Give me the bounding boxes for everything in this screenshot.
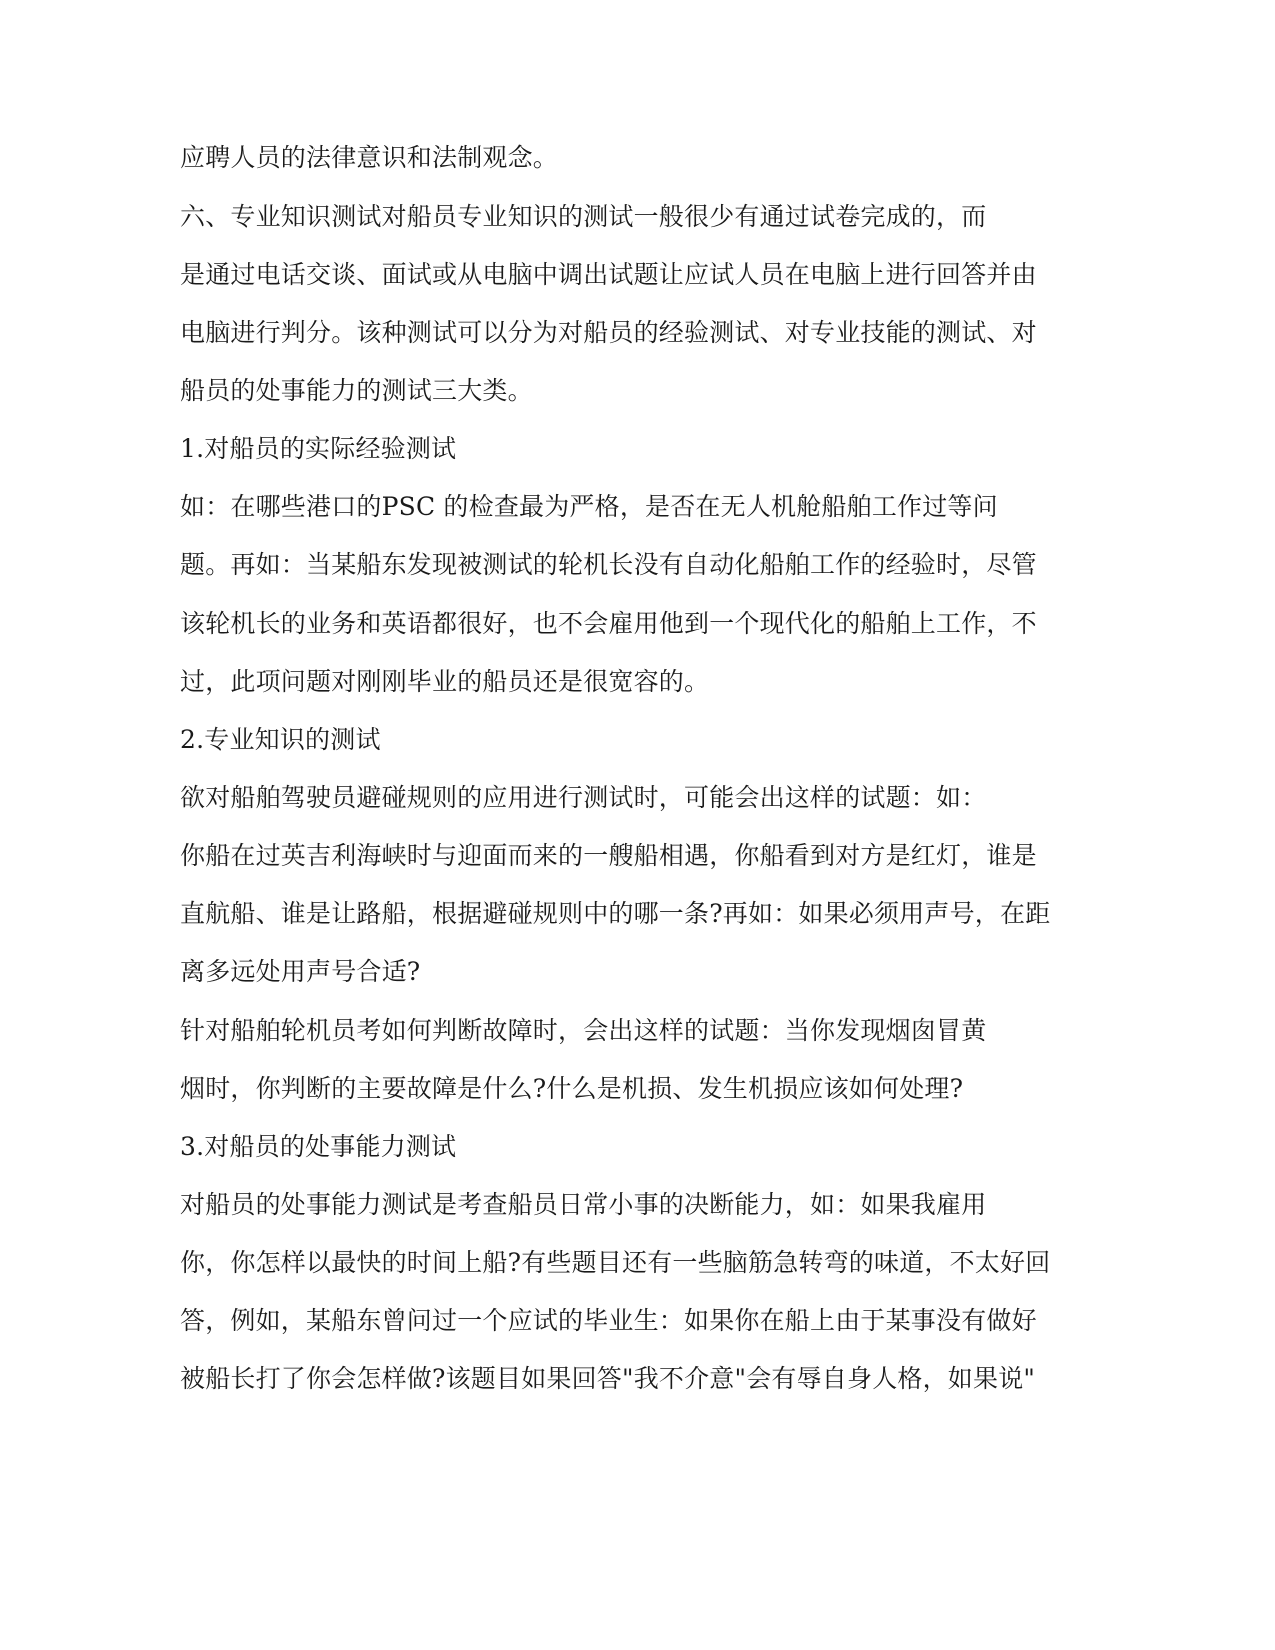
text-line: 过，此项问题对刚刚毕业的船员还是很宽容的。 bbox=[180, 667, 710, 696]
text-line: 是通过电话交谈、面试或从电脑中调出试题让应试人员在电脑上进行回答并由 bbox=[180, 260, 1037, 289]
text-line: 欲对船舶驾驶员避碰规则的应用进行测试时，可能会出这样的试题：如： bbox=[180, 783, 987, 812]
text-line: 该轮机长的业务和英语都很好，也不会雇用他到一个现代化的船舶上工作，不 bbox=[180, 609, 1037, 638]
text-line: 对船员的处事能力测试是考查船员日常小事的决断能力，如：如果我雇用 bbox=[180, 1190, 987, 1219]
text-line: 离多远处用声号合适? bbox=[180, 957, 421, 986]
text-line: 题。再如：当某船东发现被测试的轮机长没有自动化船舶工作的经验时，尽管 bbox=[180, 550, 1037, 579]
text-line: 六、专业知识测试对船员专业知识的测试一般很少有通过试卷完成的，而 bbox=[180, 202, 987, 231]
text-line: 直航船、谁是让路船，根据避碰规则中的哪一条?再如：如果必须用声号，在距 bbox=[180, 899, 1051, 928]
text-line: 答，例如，某船东曾问过一个应试的毕业生：如果你在船上由于某事没有做好 bbox=[180, 1306, 1037, 1335]
section-heading: 2.专业知识的测试 bbox=[180, 725, 381, 754]
text-line: 烟时，你判断的主要故障是什么?什么是机损、发生机损应该如何处理? bbox=[180, 1074, 964, 1103]
text-line: 电脑进行判分。该种测试可以分为对船员的经验测试、对专业技能的测试、对 bbox=[180, 318, 1037, 347]
text-line: 你，你怎样以最快的时间上船?有些题目还有一些脑筋急转弯的味道，不太好回 bbox=[180, 1248, 1051, 1277]
text-line: 应聘人员的法律意识和法制观念。 bbox=[180, 143, 559, 172]
text-line: 如：在哪些港口的PSC 的检查最为严格，是否在无人机舱船舶工作过等问 bbox=[180, 492, 998, 521]
text-line: 针对船舶轮机员考如何判断故障时，会出这样的试题：当你发现烟囱冒黄 bbox=[180, 1016, 987, 1045]
text-line: 你船在过英吉利海峡时与迎面而来的一艘船相遇，你船看到对方是红灯，谁是 bbox=[180, 841, 1037, 870]
text-line: 船员的处事能力的测试三大类。 bbox=[180, 376, 533, 405]
text-line: 被船长打了你会怎样做?该题目如果回答"我不介意"会有辱自身人格，如果说" bbox=[180, 1364, 1036, 1393]
section-heading: 3.对船员的处事能力测试 bbox=[180, 1132, 457, 1161]
section-heading: 1.对船员的实际经验测试 bbox=[180, 434, 457, 463]
